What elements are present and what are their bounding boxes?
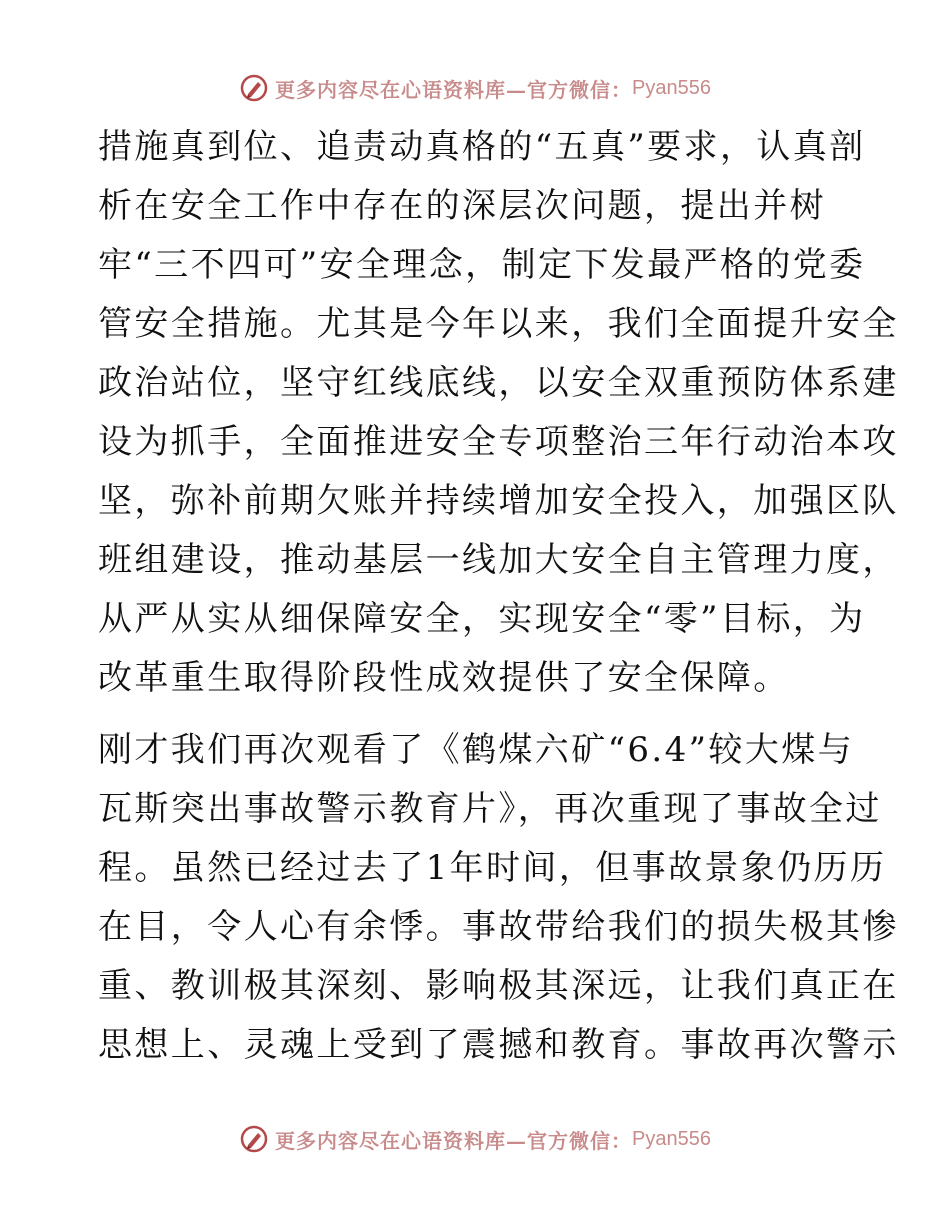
text-line: 管安全措施。尤其是今年以来，我们全面提升安全 [98,304,899,344]
text-line: 在目，令人心有余悸。事故带给我们的损失极其惨 [98,907,899,947]
text-line: 重、教训极其深刻、影响极其深远，让我们真正在 [98,966,899,1006]
paragraph-2 [98,721,899,1075]
footer-watermark [0,1119,950,1159]
text-line: 措施真到位、追责动真格的“五真”要求，认真剖 [98,127,866,167]
text-line: 设为抓手，全面推进安全专项整治三年行动治本攻 [98,422,899,462]
header-banner-id: Pyan556 [632,76,711,99]
document-body [98,118,899,1075]
text-line: 刚才我们再次观看了《鹤煤六矿“6.4”较大煤与 [98,730,855,770]
text-line: 坚，弥补前期欠账并持续增加安全投入，加强区队 [98,481,899,521]
text-line: 班组建设，推动基层一线加大安全自主管理力度， [98,540,899,580]
text-line: 析在安全工作中存在的深层次问题，提出并树 [98,186,826,226]
text-line: 牢“三不四可”安全理念，制定下发最严格的党委 [98,245,866,285]
text-line: 改革重生取得阶段性成效提供了安全保障。 [98,658,790,698]
paragraph-1 [98,118,899,708]
text-line: 政治站位，坚守红线底线，以安全双重预防体系建 [98,363,899,403]
footer-banner-id: Pyan556 [632,1127,711,1150]
text-line: 思想上、灵魂上受到了震撼和教育。事故再次警示 [98,1025,899,1065]
text-line: 程。虽然已经过去了1年时间，但事故景象仍历历 [98,848,887,888]
footer-banner-text: 更多内容尽在心语资料库—官方微信： [275,1128,633,1153]
header-banner-text: 更多内容尽在心语资料库—官方微信： [275,77,633,102]
text-line: 瓦斯突出事故警示教育片》，再次重现了事故全过 [98,789,882,829]
text-line: 从严从实从细保障安全，实现安全“零”目标，为 [98,599,866,639]
header-watermark [0,68,950,108]
pen-logo-icon [239,1124,269,1154]
pen-logo-icon [239,73,269,103]
